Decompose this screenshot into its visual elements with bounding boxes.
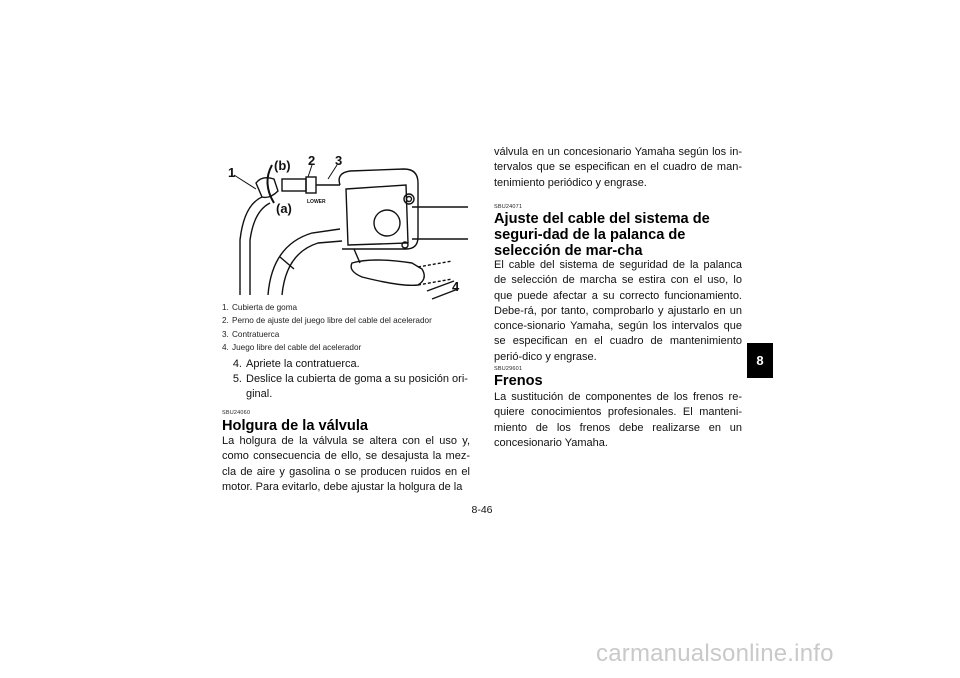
caption-number: 4. — [222, 343, 229, 353]
section-code: SBU24071 — [494, 204, 523, 210]
section-code: SBU29601 — [494, 366, 523, 372]
chapter-tab: 8 — [747, 343, 773, 378]
callout-4: 4 — [452, 279, 460, 294]
procedure-steps — [222, 357, 470, 402]
section-title: Frenos — [494, 373, 543, 389]
throttle-cable-illustration — [222, 145, 468, 300]
caption-item — [222, 328, 472, 341]
figure-captions — [222, 301, 472, 355]
caption-text: Cubierta de goma — [232, 303, 298, 312]
caption-text: Perno de ajuste del juego libre del cable del acelerador — [232, 316, 432, 326]
section-body: La sustitución de componentes de los frenos re-quiere conocimientos profesionales. El manteni-miento de los frenos debe realizarse en un concesionario Yamaha. — [494, 391, 742, 449]
caption-number: 1. — [222, 303, 229, 312]
caption-number: 2. — [222, 316, 229, 326]
handlebar-drawing — [222, 145, 468, 300]
step-number: 4. — [232, 358, 242, 370]
callout-3: 3 — [335, 153, 343, 168]
caption-item — [222, 301, 472, 314]
caption-text: Contratuerca — [232, 329, 280, 339]
caption-text: Juego libre del cable del acelerador — [232, 343, 362, 353]
step-number: 5. — [232, 373, 242, 385]
caption-item — [222, 341, 472, 354]
watermark-text: carmanualsonline.info — [596, 640, 834, 667]
section-title: Ajuste del cable del sistema de seguri-dad de la palanca de selección de mar-cha — [494, 211, 710, 259]
callout-1: 1 — [228, 165, 236, 180]
section-body: La holgura de la válvula se altera con el uso y, como consecuencia de ello, se desajusta la mez-cla de aire y gasolina o se producen ruidos en el motor. Para evitarlo, debe ajustar la holgura de la — [222, 435, 470, 493]
step-text: Deslice la cubierta de goma a su posición ori-ginal. — [246, 373, 468, 400]
step-item — [222, 357, 470, 372]
callout-b: (b) — [274, 158, 291, 173]
caption-item — [222, 314, 472, 327]
page-number: 8-46 — [471, 504, 493, 516]
step-item — [222, 372, 470, 402]
section-body: El cable del sistema de seguridad de la palanca de selección de marcha se estira con el uso, lo que puede afectar a su correcto funcionamiento. Debe-rá, por tanto, comprobarlo y ajustarlo en un conce-sionario Yamaha, según los intervalos que se especifican en el cuadro de mantenimiento perió-dico y engrase. — [494, 259, 742, 363]
callout-2: 2 — [308, 153, 316, 168]
section-title: Holgura de la válvula — [222, 418, 368, 434]
section-body-continuation: válvula en un concesionario Yamaha según los in-tervalos que se especifican en el cuadro de man-tenimiento periódico y engrase. — [494, 146, 742, 189]
lower-label: LOWER — [307, 199, 326, 205]
callout-a: (a) — [276, 201, 292, 216]
step-text: Apriete la contratuerca. — [246, 358, 360, 370]
section-code: SBU24060 — [222, 410, 251, 416]
caption-number: 3. — [222, 329, 229, 339]
